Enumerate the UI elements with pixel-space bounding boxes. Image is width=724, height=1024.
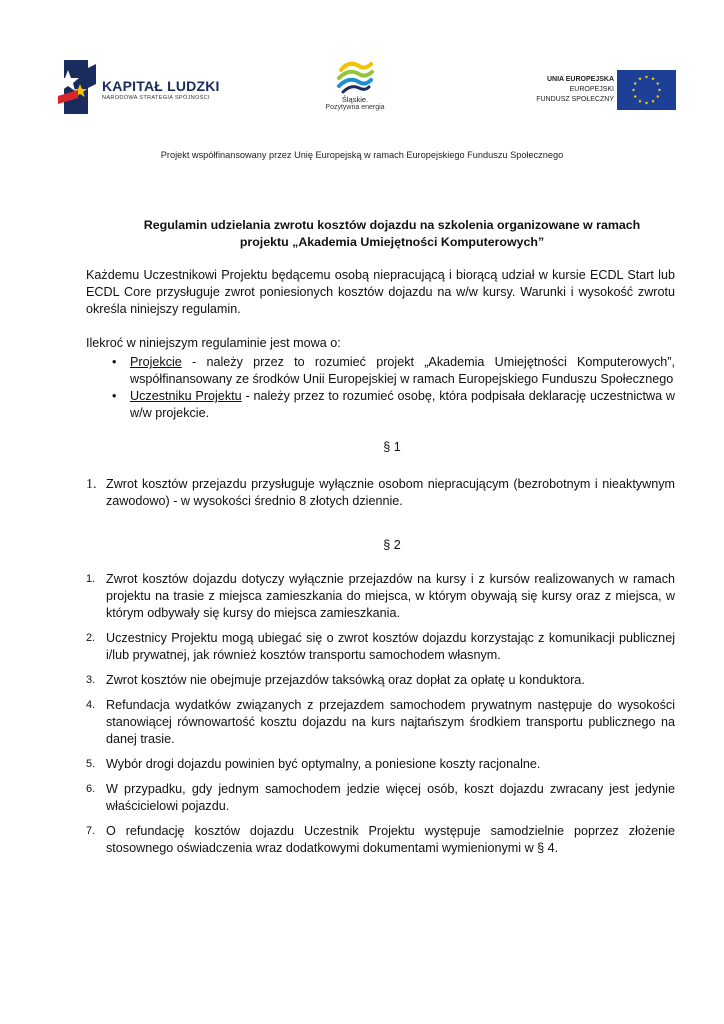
unia-europejska-logo [500, 70, 676, 112]
eu-star-icon [651, 77, 655, 80]
definitions-intro: Ilekroć w niniejszym regulaminie jest mowa o: [86, 336, 341, 350]
item-number: 5. [86, 758, 96, 770]
item-number: 1. [86, 573, 96, 585]
eu-star-icon [638, 99, 642, 102]
slaskie-tagline: Pozytywna energia [325, 104, 385, 111]
section-1-heading: § 1 [383, 440, 401, 454]
item-number: 2. [86, 632, 96, 644]
document-title [100, 217, 684, 251]
title-line-2: projektu „Akademia Umiejętności Komputerowych” [239, 235, 545, 249]
eu-star-icon [658, 88, 662, 91]
unia-line2: EUROPEJSKI [569, 86, 614, 93]
section-2-item [86, 571, 675, 622]
item-text: Uczestnicy Projektu mogą ubiegać się o zwrot kosztów dojazdu korzystając z komunikacji publicznej i/lub prywatnej, jak również kosztów transportu samochodem własnym. [106, 631, 675, 662]
eu-star-icon [633, 82, 637, 85]
slaskie-waves-icon [335, 60, 375, 94]
item-number: 1. [86, 477, 97, 492]
eu-flag-icon [617, 70, 676, 110]
item-number: 3. [86, 674, 96, 686]
unia-line1: UNIA EUROPEJSKA [546, 76, 614, 83]
item-text: O refundację kosztów dojazdu Uczestnik Projektu występuje samodzielnie poprzez złożenie stosownego oświadczenia wraz dodatkowymi dokumentami wymienionymi w § 4. [106, 824, 675, 855]
item-number: 4. [86, 699, 96, 711]
section-2-item [86, 672, 675, 689]
section-2-heading: § 2 [383, 538, 401, 552]
item-number: 7. [86, 825, 96, 837]
section-2-item [86, 756, 675, 773]
definition-text: - należy przez to rozumieć projekt „Akademia Umiejętności Komputerowych”, współfinansowany ze środków Unii Europejskiej w ramach Europejskiego Funduszu Społecznego [130, 355, 675, 386]
section-2-item [86, 630, 675, 664]
definition-text: - należy przez to rozumieć osobę, która podpisała deklarację uczestnictwa w w/w projekcie. [130, 389, 675, 420]
bullet-icon: • [112, 389, 117, 403]
definition-item [110, 388, 675, 422]
cofinancing-note: Projekt współfinansowany przez Unię Europejską w ramach Europejskiego Funduszu Społecznego [160, 150, 564, 160]
kapital-ludzki-emblem-icon [58, 60, 98, 114]
item-number: 6. [86, 783, 96, 795]
intro-paragraph: Każdemu Uczestnikowi Projektu będącemu osobą niepracującą i biorącą udział w kursie ECDL Start lub ECDL Core przysługuje zwrot poniesionych kosztów dojazdu na w/w kursy. Warunki i wysokość zwrotu określa niniejszy regulamin. [86, 268, 675, 316]
slaskie-name: Śląskie. [341, 95, 369, 104]
item-text: Zwrot kosztów przejazdu przysługuje wyłącznie osobom niepracującym (bezrobotnym i nieaktywnym zawodowo) - w wysokości średnio 8 złotych dziennie. [106, 477, 675, 508]
eu-star-icon [656, 95, 660, 98]
item-text: W przypadku, gdy jednym samochodem jedzie więcej osób, koszt dojazdu zwracany jest jedynie właścicielowi pojazdu. [106, 782, 675, 813]
title-line-1: Regulamin udzielania zwrotu kosztów dojazdu na szkolenia organizowane w ramach [143, 218, 641, 232]
eu-star-icon [656, 82, 660, 85]
section-2-item [86, 823, 675, 857]
section-1-list [86, 476, 675, 510]
item-text: Refundacja wydatków związanych z przejazdem samochodem prywatnym następuje do wysokości stanowiącej równowartość kosztu dojazdu na kurs najtańszym środkiem transportu publicznego na danej trasie. [106, 698, 675, 746]
eu-star-icon [645, 75, 649, 78]
section-2-item [86, 781, 675, 815]
eu-star-icon [632, 88, 636, 91]
definitions-list [110, 354, 675, 422]
definition-term: Uczestniku Projektu [130, 389, 242, 403]
definition-term: Projekcie [130, 355, 182, 369]
unia-line3: FUNDUSZ SPOŁECZNY [536, 96, 614, 103]
item-text: Wybór drogi dojazdu powinien być optymalny, a poniesione koszty racjonalne. [106, 757, 541, 771]
definition-item [110, 354, 675, 388]
slaskie-logo [318, 60, 392, 122]
kapital-ludzki-title: KAPITAŁ LUDZKI [102, 78, 220, 94]
section-2-list [86, 571, 675, 865]
eu-star-icon [633, 95, 637, 98]
eu-star-icon [651, 99, 655, 102]
eu-star-icon [638, 77, 642, 80]
item-text: Zwrot kosztów dojazdu dotyczy wyłącznie przejazdów na kursy i z kursów realizowanych w ramach projektu na trasie z miejsca zamieszkania do miejsca, w którym obywają się kursy oraz z miejsca, w którym odbywały się kursy do miejsca zamieszkania. [106, 572, 675, 620]
section-1-item [86, 476, 675, 510]
bullet-icon: • [112, 355, 117, 369]
item-text: Zwrot kosztów nie obejmuje przejazdów taksówką oraz dopłat za opłatę u konduktora. [106, 673, 585, 687]
kapital-ludzki-logo [58, 60, 228, 116]
unia-europejska-text [536, 75, 614, 105]
section-2-item [86, 697, 675, 748]
kapital-ludzki-subtitle: NARODOWA STRATEGIA SPÓJNOŚCI [102, 95, 210, 101]
eu-star-icon [645, 101, 649, 104]
